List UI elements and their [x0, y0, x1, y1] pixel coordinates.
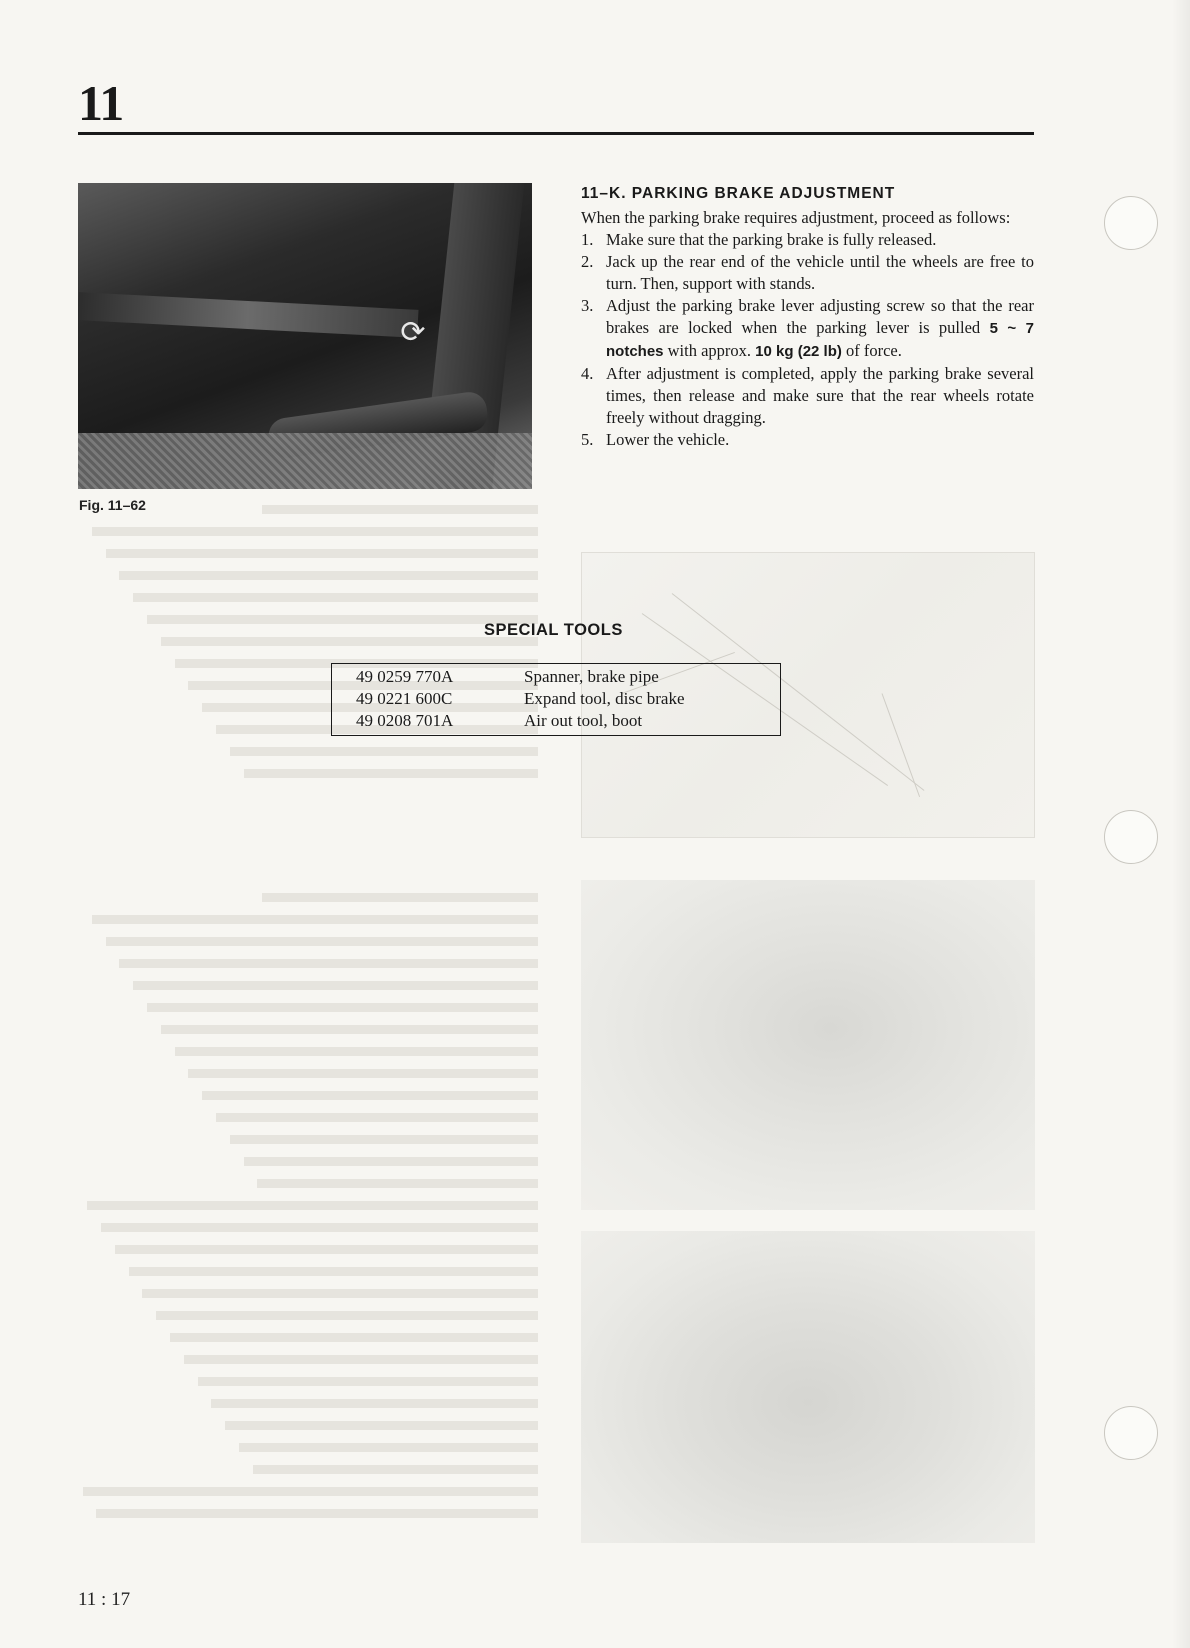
bleed-through-line	[119, 564, 538, 580]
bleed-through-line	[175, 1040, 538, 1056]
parking-brake-photo	[78, 183, 532, 489]
special-tools-title: SPECIAL TOOLS	[484, 621, 623, 639]
bleed-through-text	[78, 886, 538, 1526]
bleed-through-line	[244, 1150, 538, 1166]
special-tools-table	[331, 663, 781, 736]
bleed-through-line	[129, 1260, 538, 1276]
bleed-through-line	[115, 1238, 538, 1254]
table-row	[356, 688, 685, 710]
step-text: Make sure that the parking brake is fully released.	[606, 230, 937, 249]
photo-rod	[78, 292, 418, 338]
bleed-through-line	[142, 1282, 538, 1298]
step-text: After adjustment is completed, apply the parking brake several times, then release and make sure that the rear wheels rotate freely without dragging.	[606, 364, 1034, 427]
list-item	[581, 229, 1034, 251]
binder-hole	[1104, 196, 1158, 250]
bleed-through-line	[92, 520, 538, 536]
table-row	[356, 710, 642, 732]
bleed-through-line	[225, 1414, 538, 1430]
step-text: with approx.	[667, 341, 752, 360]
tool-part-number: 49 0221 600C	[356, 689, 453, 708]
binder-hole	[1104, 810, 1158, 864]
section-title: 11–K. PARKING BRAKE ADJUSTMENT	[581, 185, 896, 202]
bleed-through-line	[156, 1304, 538, 1320]
bleed-through-line	[239, 1436, 538, 1452]
step-number: 2.	[581, 252, 594, 271]
list-item	[581, 251, 1034, 295]
bleed-through-line	[87, 1194, 538, 1210]
step-number: 4.	[581, 364, 594, 383]
bleed-through-line	[184, 1348, 538, 1364]
step-number: 5.	[581, 430, 594, 449]
bleed-through-line	[161, 630, 538, 646]
photo-seat	[78, 433, 532, 489]
section-intro: When the parking brake requires adjustment, proceed as follows:	[581, 208, 1011, 227]
bleed-through-line	[257, 1172, 538, 1188]
bleed-through-line	[253, 1458, 538, 1474]
step-number: 1.	[581, 230, 594, 249]
step-spec-force: 10 kg (22 lb)	[755, 343, 842, 360]
binder-hole	[1104, 1406, 1158, 1460]
steps-list	[581, 229, 1034, 451]
faded-photo	[581, 880, 1035, 1210]
bleed-through-line	[133, 974, 538, 990]
bleed-through-text	[78, 498, 538, 798]
bleed-through-line	[133, 586, 538, 602]
tool-part-number: 49 0208 701A	[356, 711, 454, 730]
step-text: of force.	[846, 341, 902, 360]
bleed-through-line	[119, 952, 538, 968]
step-text: Lower the vehicle.	[606, 430, 730, 449]
bleed-through-line	[147, 996, 538, 1012]
bleed-through-line	[83, 1480, 538, 1496]
bleed-through-line	[230, 740, 538, 756]
tool-name: Air out tool, boot	[524, 711, 643, 730]
bleed-through-line	[262, 498, 538, 514]
bleed-through-line	[147, 608, 538, 624]
figure-label: Fig. 11–62	[79, 497, 146, 513]
header-rule	[78, 132, 1034, 135]
page-number: 11 : 17	[78, 1589, 131, 1610]
bleed-through-line	[106, 542, 538, 558]
bleed-through-line	[230, 1128, 538, 1144]
chapter-number: 11	[78, 75, 124, 131]
tool-part-number: 49 0259 770A	[356, 667, 454, 686]
page-edge-shadow	[1172, 0, 1190, 1648]
step-text: Adjust the parking brake lever adjusting screw so that the rear brakes are locked when the parking lever is pulled	[606, 296, 1034, 337]
list-item	[581, 295, 1034, 363]
bleed-through-line	[211, 1392, 538, 1408]
list-item	[581, 429, 1034, 451]
bleed-through-line	[198, 1370, 538, 1386]
bleed-through-line	[101, 1216, 538, 1232]
bleed-through-line	[202, 1084, 538, 1100]
bleed-through-line	[92, 908, 538, 924]
tool-name: Spanner, brake pipe	[524, 667, 659, 686]
tool-name: Expand tool, disc brake	[524, 689, 685, 708]
list-item	[581, 363, 1034, 429]
parking-brake-section	[581, 183, 1034, 451]
table-row	[356, 666, 659, 688]
bleed-through-line	[262, 886, 538, 902]
bleed-through-line	[188, 1062, 538, 1078]
bleed-through-line	[106, 930, 538, 946]
bleed-through-line	[161, 1018, 538, 1034]
bleed-through-line	[244, 762, 538, 778]
bleed-through-line	[96, 1502, 538, 1518]
step-spec-notches: 5 ~ 7 notches	[606, 320, 1035, 360]
bleed-through-line	[170, 1326, 538, 1342]
faded-photo	[581, 1231, 1035, 1543]
bleed-through-line	[216, 1106, 538, 1122]
step-text: Jack up the rear end of the vehicle until the wheels are free to turn. Then, support with stands.	[606, 252, 1034, 293]
rotation-arrow-icon: ⟳	[400, 315, 426, 350]
step-number: 3.	[581, 296, 594, 315]
